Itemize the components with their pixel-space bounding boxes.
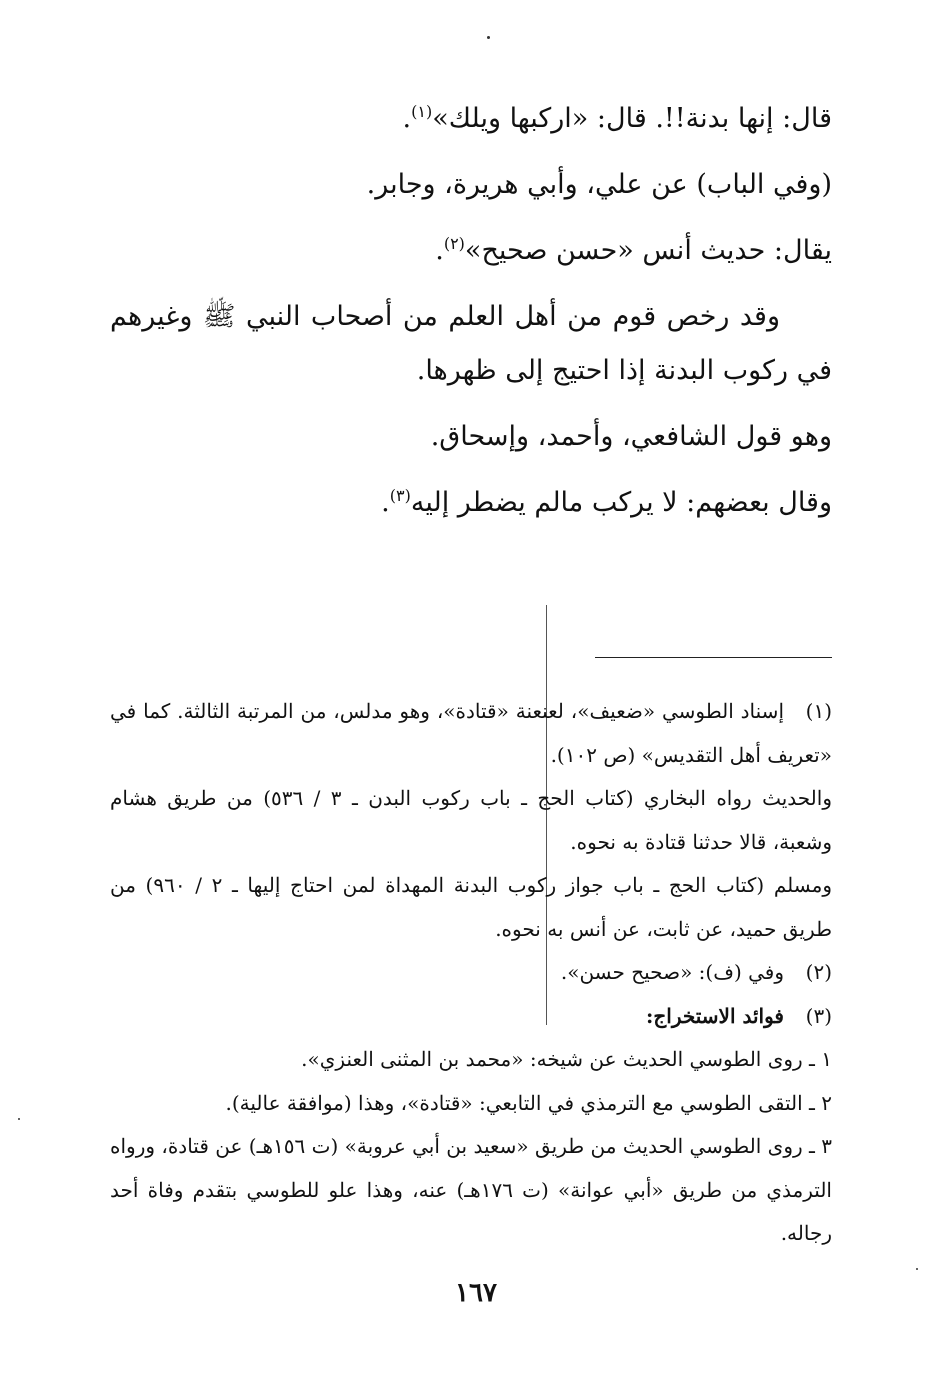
footnote-3-item-2: ٢ ـ التقى الطوسي مع الترمذي في التابعي: «قتادة»، وهذا (موافقة عالية). [225,1090,832,1115]
footnote-2 [110,951,832,995]
footnote-2-number: (٢) [805,960,832,984]
scan-speck [18,1118,20,1120]
footnote-1 [110,690,832,777]
main-text [110,92,832,542]
footnote-3 [110,995,832,1039]
footnote-3-item-3: ٣ ـ روى الطوسي الحديث من طريق «سعيد بن أبي عروبة» (ت ١٥٦هـ) عن قتادة، ورواه الترمذي من طريق «أبي عوانة» (ت ١٧٦هـ) عنه، وهذا علو للطوسي بتقدم وفاة أحد رجاله. [110,1134,832,1245]
paragraph-1-end: . [402,103,412,134]
footnote-1-bukhari: والحديث رواه البخاري (كتاب الحج ـ باب ركوب البدن ـ ٣ / ٥٣٦) من طريق هشام وشعبة، قالا حدثنا قتادة به نحوه. [110,786,832,854]
footnote-separator [595,657,832,658]
paragraph-2: (وفي الباب) عن علي، وأبي هريرة، وجابر. [366,169,832,200]
footnote-3-number: (٣) [805,1003,832,1028]
footnote-1-number: (١) [805,699,833,723]
footnote-3-title: فوائد الاستخراج: [645,1003,784,1028]
footnotes [110,690,832,1256]
paragraph-3-end: . [435,235,444,266]
footnote-ref-2: (٢) [443,234,465,253]
paragraph-4: وقد رخص قوم من أهل العلم من أصحاب النبي ﷺ وغيرهم في ركوب البدنة إذا احتيج إلى ظهرها. [110,301,832,386]
paragraph-3-text: يقال: حديث أنس «حسن صحيح» [464,235,832,266]
paragraph-1-text: قال: إنها بدنة!!. قال: «اركبها ويلك» [432,103,832,134]
footnote-1-muslim: ومسلم (كتاب الحج ـ باب جواز ركوب البدنة المهداة لمن احتاج إليها ـ ٢ / ٩٦٠) من طريق حميد، عن ثابت، عن أنس به نحوه. [110,873,832,941]
paragraph-1 [110,92,832,146]
scan-speck [487,36,490,39]
paragraph-3 [110,224,832,278]
footnote-1-text: إسناد الطوسي «ضعيف»، لعنعنة «قتادة»، وهو مدلس، من المرتبة الثالثة. كما في «تعريف أهل التقديس» (ص ١٠٢). [110,699,832,767]
footnote-3-item-1: ١ ـ روى الطوسي الحديث عن شيخه: «محمد بن المثنى العنزي». [301,1047,832,1071]
paragraph-5: وهو قول الشافعي، وأحمد، وإسحاق. [430,421,832,452]
page-number: ١٦٧ [455,1278,497,1308]
paragraph-6-end: . [381,487,390,518]
footnote-ref-1: (١) [411,102,433,121]
footnote-2-text: وفي (ف): «صحيح حسن». [560,960,784,984]
footnote-ref-3: (٣) [389,486,411,505]
paragraph-6 [110,476,832,530]
scan-speck [916,1268,918,1270]
paragraph-6-text: وقال بعضهم: لا يركب مالم يضطر إليه [410,487,832,518]
